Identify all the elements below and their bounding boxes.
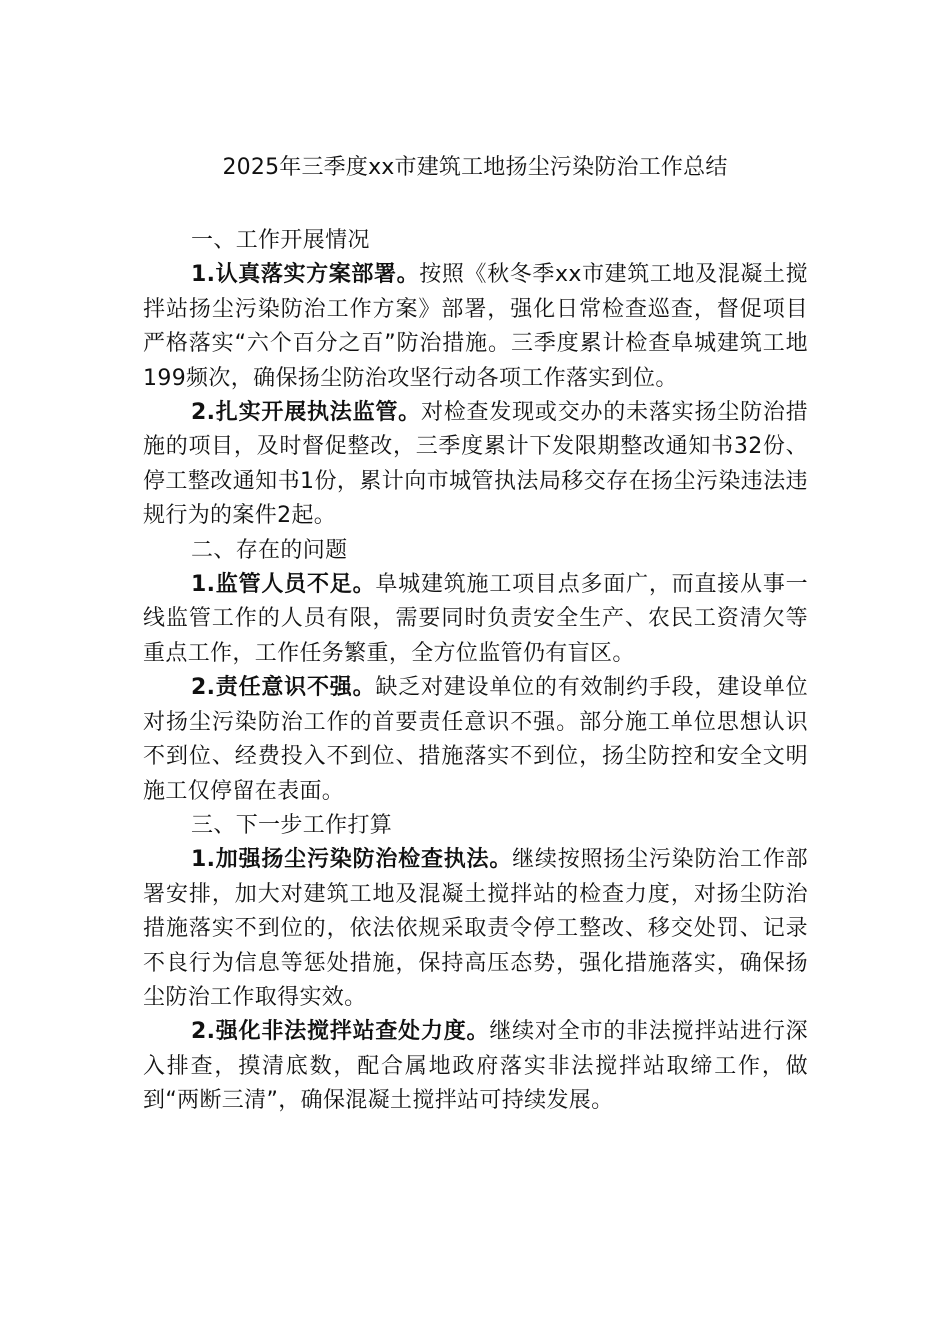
- section-heading: 一、工作开展情况: [191, 228, 370, 253]
- paragraph-text: 对检查发现或交办的未落实扬尘防治措施的项目，及时督促整改，三季度累计下发限期整改通知书32份、停工整改通知书1份，累计向市城管执法局移交存在扬尘污染违法违规行为的案件2起。: [143, 400, 809, 529]
- paragraph-text: 继续对全市的非法搅拌站进行深入排查，摸清底数，配合属地政府落实非法搅拌站取缔工作，做到“两断三清”，确保混凝土搅拌站可持续发展。: [143, 1019, 808, 1114]
- paragraph-lead: 1.加强扬尘污染防治检查执法。: [191, 847, 513, 873]
- paragraph-lead: 2.强化非法搅拌站查处力度。: [191, 1019, 490, 1045]
- paragraph-text: 缺乏对建设单位的有效制约手段，建设单位对扬尘污染防治工作的首要责任意识不强。部分施工单位思想认识不到位、经费投入不到位、措施落实不到位，扬尘防控和安全文明施工仅停留在表面。: [143, 675, 808, 804]
- section-heading: 二、存在的问题: [191, 537, 348, 563]
- paragraph: [143, 671, 808, 809]
- paragraph-lead: 1.监管人员不足。: [191, 572, 376, 598]
- document-body: [143, 224, 808, 1119]
- paragraph-lead: 2.扎实开展执法监管。: [191, 400, 421, 426]
- paragraph: [143, 258, 808, 396]
- paragraph-text: 阜城建筑施工项目点多面广，而直接从事一线监管工作的人员有限，需要同时负责安全生产、农民工资清欠等重点工作，工作任务繁重，全方位监管仍有盲区。: [143, 572, 808, 666]
- paragraph-lead: 1.认真落实方案部署。: [191, 262, 420, 288]
- paragraph: [143, 568, 808, 671]
- paragraph: [143, 843, 808, 1015]
- paragraph-text: 继续按照扬尘污染防治工作部署安排，加大对建筑工地及混凝土搅拌站的检查力度，对扬尘防治措施落实不到位的，依法依规采取责令停工整改、移交处罚、记录不良行为信息等惩处措施，保持高压态势，强化措施落实，确保扬尘防治工作取得实效。: [143, 847, 808, 1010]
- section-heading: 三、下一步工作打算: [191, 812, 393, 838]
- paragraph: [143, 1015, 808, 1118]
- paragraph-lead: 2.责任意识不强。: [191, 675, 376, 701]
- paragraph-text: 按照《秋冬季xx市建筑工地及混凝土搅拌站扬尘污染防治工作方案》部署，强化日常检查巡查，督促项目严格落实“六个百分之百”防治措施。三季度累计检查阜城建筑工地199频次，确保扬尘防治攻坚行动各项工作落实到位。: [143, 262, 809, 391]
- document-title: 2025年三季度xx市建筑工地扬尘污染防治工作总结: [222, 155, 728, 180]
- paragraph: [143, 396, 808, 534]
